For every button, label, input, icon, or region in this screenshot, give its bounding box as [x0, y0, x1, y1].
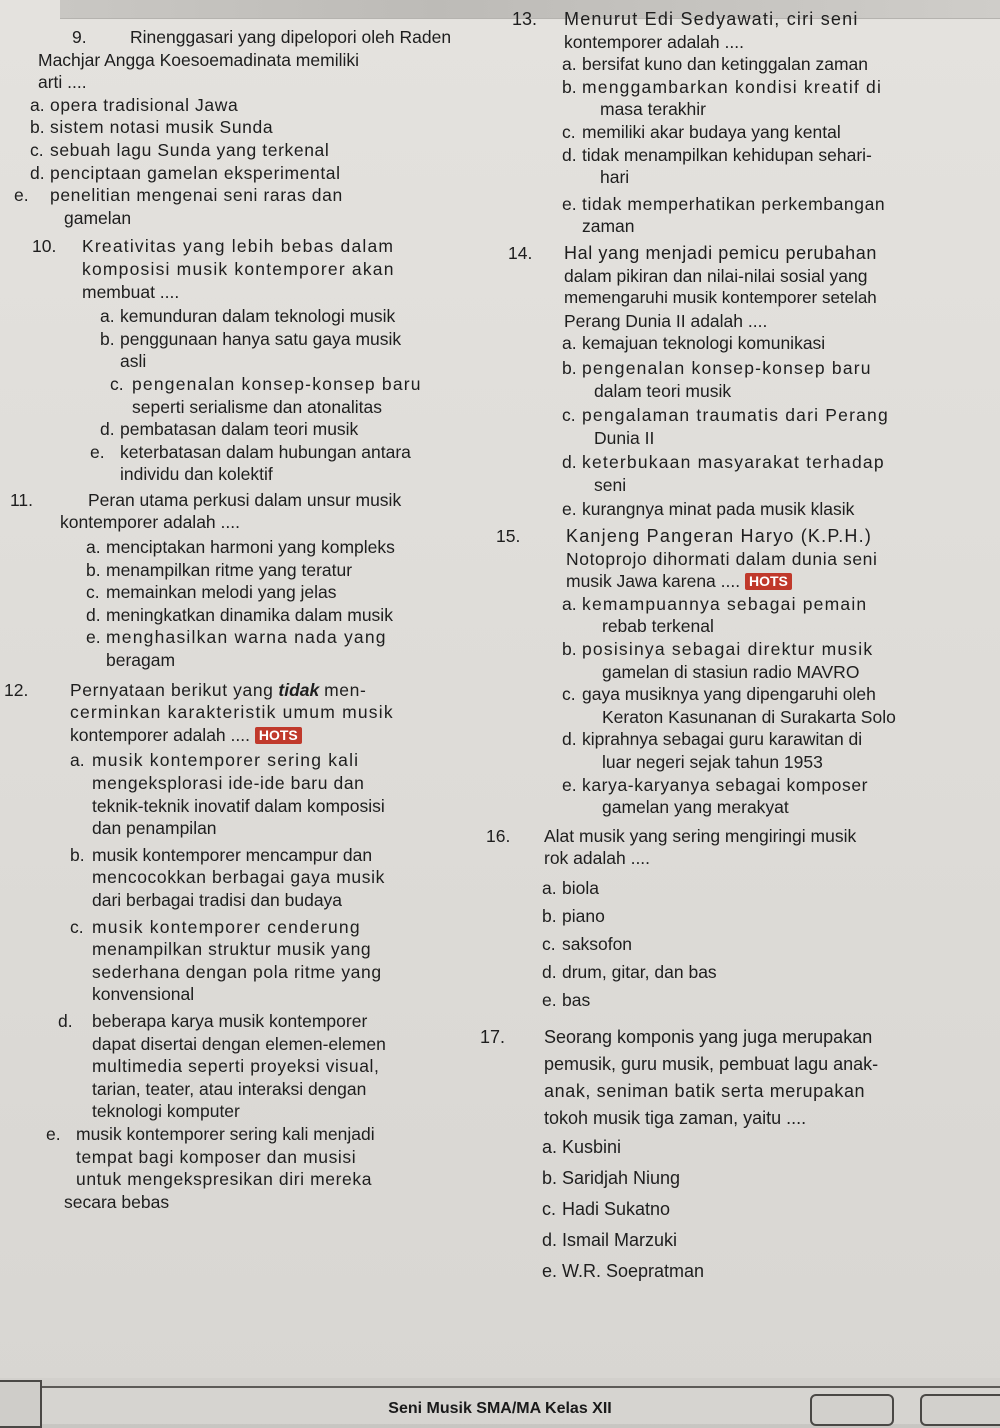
question-number: 12.	[4, 679, 29, 700]
stem-line: Hal yang menjadi pemicu perubahan	[564, 242, 877, 263]
question-stem	[480, 1024, 988, 1132]
option-label: d.	[58, 1010, 73, 1031]
option-text: musik kontemporer cenderung	[92, 916, 361, 937]
option-label: a.	[30, 94, 45, 115]
question-9	[10, 26, 480, 229]
option-list	[512, 53, 988, 238]
option-label: b.	[70, 844, 85, 865]
option-list	[14, 94, 480, 230]
option-e[interactable]	[562, 774, 988, 819]
option-b[interactable]	[562, 76, 988, 121]
question-stem	[508, 242, 988, 332]
option-b[interactable]	[100, 328, 480, 373]
option-label: b.	[562, 76, 577, 97]
stem-line: Machjar Angga Koesoemadinata memiliki	[38, 49, 359, 70]
option-text: teknologi komputer	[92, 1101, 240, 1122]
option-text: kurangnya minat pada musik klasik	[582, 499, 855, 520]
hots-badge: HOTS	[745, 573, 792, 590]
option-text: musik kontemporer sering kali menjadi	[76, 1123, 375, 1144]
option-text: dan penampilan	[92, 818, 217, 839]
option-b[interactable]	[30, 116, 480, 139]
option-a[interactable]	[542, 1132, 988, 1163]
option-text: musik kontemporer mencampur dan	[92, 844, 373, 865]
option-label: a.	[70, 750, 85, 771]
option-label: c.	[542, 933, 556, 954]
option-b[interactable]	[70, 844, 480, 912]
option-e[interactable]	[10, 1123, 480, 1213]
question-13	[512, 8, 988, 238]
stem-line: tokoh musik tiga zaman, yaitu ....	[544, 1107, 807, 1128]
option-text: bas	[562, 989, 591, 1010]
option-a[interactable]	[562, 53, 988, 76]
option-d[interactable]	[30, 162, 480, 185]
option-d[interactable]	[562, 451, 988, 496]
option-text: sistem notasi musik Sunda	[50, 117, 274, 138]
stem-line: cerminkan karakteristik umum musik	[70, 702, 394, 723]
option-text: pengenalan konsep-konsep baru	[582, 357, 872, 378]
stem-line: Kreativitas yang lebih bebas dalam	[82, 236, 395, 257]
left-column	[4, 26, 480, 1213]
option-text: kemunduran dalam teknologi musik	[120, 306, 396, 327]
stem-line: anak, seniman batik serta merupakan	[544, 1080, 866, 1101]
option-label: d.	[30, 162, 45, 183]
option-text: mengeksplorasi ide-ide baru dan	[92, 773, 365, 793]
option-label: b.	[562, 639, 577, 660]
question-stem	[496, 525, 988, 593]
option-text: keterbukaan masyarakat terhadap	[582, 452, 885, 473]
option-d[interactable]	[44, 1010, 480, 1123]
question-number: 10.	[32, 236, 57, 257]
option-label: e.	[86, 627, 101, 648]
stem-line: kontemporer adalah ....	[564, 31, 744, 52]
option-text: rebab terkenal	[602, 616, 714, 637]
option-label: c.	[562, 684, 576, 705]
option-text: Kusbini	[562, 1136, 622, 1157]
option-text: gaya musiknya yang dipengaruhi oleh	[582, 684, 876, 705]
option-label: b.	[100, 328, 115, 349]
stem-line: rok adalah ....	[544, 848, 651, 869]
option-text: menciptakan harmoni yang kompleks	[106, 537, 395, 558]
question-stem	[10, 235, 480, 303]
option-label: c.	[86, 582, 100, 603]
option-text: penelitian mengenai seni raras dan	[50, 185, 343, 206]
option-label: a.	[86, 537, 101, 558]
option-text: Dunia II	[594, 427, 655, 448]
option-label: d.	[562, 729, 577, 750]
option-label: d.	[562, 452, 577, 473]
option-label: a.	[100, 306, 115, 327]
option-d[interactable]	[562, 728, 988, 773]
stem-line: Peran utama perkusi dalam unsur musik	[88, 489, 402, 510]
book-title: Seni Musik SMA/MA Kelas XII	[388, 1400, 612, 1417]
option-label: d.	[542, 1229, 558, 1250]
option-label: d.	[562, 144, 577, 165]
option-a[interactable]	[70, 749, 480, 839]
option-text: dari berbagai tradisi dan budaya	[92, 889, 343, 910]
option-text: kemajuan teknologi komunikasi	[582, 333, 826, 354]
stem-line: membuat ....	[82, 281, 180, 302]
stem-line: Menurut Edi Sedyawati, ciri seni	[564, 9, 859, 29]
option-text: secara bebas	[64, 1191, 170, 1212]
question-10	[10, 235, 480, 486]
option-label: e.	[562, 499, 577, 520]
option-text: tidak memperhatikan perkembangan	[582, 193, 886, 214]
option-text: sebuah lagu Sunda yang terkenal	[50, 139, 330, 160]
option-label: d.	[542, 961, 557, 982]
option-text: pembatasan dalam teori musik	[120, 419, 359, 440]
option-label: a.	[562, 593, 577, 614]
question-number: 16.	[486, 825, 511, 846]
option-a[interactable]	[86, 536, 480, 559]
question-stem	[512, 8, 988, 53]
option-e[interactable]	[90, 441, 480, 486]
stem-line: men-	[324, 679, 367, 700]
option-text: Ismail Marzuki	[562, 1229, 678, 1250]
option-c[interactable]	[562, 404, 988, 449]
stem-line: pemusik, guru musik, pembuat lagu anak-	[544, 1053, 879, 1074]
option-b[interactable]	[542, 902, 988, 930]
option-list	[10, 749, 480, 1213]
option-text: dalam teori musik	[594, 380, 732, 401]
question-stem	[38, 26, 480, 94]
stem-line: memengaruhi musik kontemporer setelah	[564, 288, 877, 308]
option-c[interactable]	[562, 121, 988, 144]
option-a[interactable]	[562, 332, 988, 355]
option-text: W.R. Soepratman	[562, 1260, 705, 1281]
option-label: a.	[562, 333, 577, 354]
option-label: a.	[562, 54, 577, 75]
option-label: c.	[70, 916, 84, 937]
question-14	[508, 242, 988, 521]
stem-emphasis: tidak	[278, 679, 320, 700]
question-stem	[4, 679, 480, 747]
stem-line: Pernyataan berikut yang	[70, 679, 274, 700]
option-text: kiprahnya sebagai guru karawitan di	[582, 729, 863, 750]
stem-line: arti ....	[38, 72, 87, 93]
page-footer	[0, 1378, 1000, 1428]
option-text: drum, gitar, dan bas	[562, 961, 717, 982]
option-e[interactable]	[14, 184, 480, 229]
option-label: e.	[562, 193, 577, 214]
option-label: e.	[542, 989, 557, 1010]
option-text: beragam	[106, 650, 176, 671]
option-a[interactable]	[30, 94, 480, 117]
stem-line: komposisi musik kontemporer akan	[82, 258, 395, 279]
option-label: e.	[542, 1260, 558, 1281]
stem-line	[70, 724, 480, 747]
option-e[interactable]	[562, 193, 988, 238]
option-list	[10, 305, 480, 486]
hots-badge: HOTS	[255, 727, 302, 744]
stem-line: Rinenggasari yang dipelopori oleh Raden	[130, 27, 452, 47]
option-text: kemampuannya sebagai pemain	[582, 593, 868, 614]
option-text: pengenalan konsep-konsep baru	[132, 373, 422, 394]
option-b[interactable]	[542, 1163, 988, 1194]
option-text: bersifat kuno dan ketinggalan zaman	[582, 54, 869, 75]
option-text: saksofon	[562, 933, 633, 954]
option-c[interactable]	[562, 683, 988, 728]
option-list	[480, 1132, 988, 1287]
option-label: b.	[86, 559, 101, 580]
option-a[interactable]	[562, 593, 988, 638]
option-label: d.	[100, 419, 115, 440]
question-stem	[486, 825, 988, 870]
question-number: 15.	[496, 526, 521, 547]
option-text: konvensional	[92, 984, 195, 1005]
option-text: biola	[562, 877, 599, 898]
option-label: c.	[110, 373, 124, 394]
question-12	[4, 679, 480, 1214]
stem-text: kontemporer adalah ....	[70, 724, 250, 745]
question-number: 14.	[508, 242, 533, 263]
option-d[interactable]	[100, 418, 480, 441]
question-number: 9.	[72, 27, 87, 47]
option-label: a.	[542, 877, 557, 898]
option-c[interactable]	[542, 930, 988, 958]
option-text: masa terakhir	[600, 99, 707, 120]
option-c[interactable]	[70, 916, 480, 1006]
option-label: c.	[562, 121, 576, 142]
option-label: c.	[542, 1198, 557, 1219]
option-c[interactable]	[110, 373, 480, 418]
option-text: seperti serialisme dan atonalitas	[132, 396, 382, 417]
option-text: memiliki akar budaya yang kental	[582, 121, 841, 142]
right-column	[480, 8, 988, 1287]
question-17	[480, 1024, 988, 1287]
option-text: penciptaan gamelan eksperimental	[50, 162, 341, 183]
option-text: tarian, teater, atau interaksi dengan	[92, 1078, 367, 1099]
option-label: b.	[542, 905, 557, 926]
option-label: d.	[86, 604, 101, 625]
question-stem	[10, 489, 480, 534]
option-list	[486, 874, 988, 1014]
option-e[interactable]	[86, 626, 480, 671]
option-label: c.	[562, 405, 576, 426]
option-c[interactable]	[86, 581, 480, 604]
option-text: keterbatasan dalam hubungan antara	[120, 441, 411, 462]
option-label: b.	[30, 117, 45, 138]
question-number: 11.	[10, 489, 34, 510]
option-label: e.	[562, 774, 577, 795]
option-text: dapat disertai dengan elemen-elemen	[92, 1033, 386, 1054]
option-text: Hadi Sukatno	[562, 1198, 671, 1219]
stem-line: Alat musik yang sering mengiringi musik	[544, 825, 857, 846]
option-b[interactable]	[562, 357, 988, 402]
option-text: karya-karyanya sebagai komposer	[582, 774, 869, 795]
stem-text: musik Jawa karena ....	[566, 571, 741, 592]
option-label: b.	[542, 1167, 558, 1188]
option-c[interactable]	[30, 139, 480, 162]
option-text: meningkatkan dinamika dalam musik	[106, 604, 393, 625]
stem-line: Kanjeng Pangeran Haryo (K.P.H.)	[566, 526, 873, 547]
option-list	[496, 593, 988, 819]
option-label: e.	[90, 441, 105, 462]
option-a[interactable]	[100, 305, 480, 328]
question-16	[486, 825, 988, 1014]
option-text: luar negeri sejak tahun 1953	[602, 752, 823, 772]
stem-line	[566, 570, 988, 593]
option-label: e.	[46, 1123, 61, 1144]
option-text: teknik-teknik inovatif dalam komposisi	[92, 795, 385, 816]
option-e[interactable]	[542, 986, 988, 1014]
option-text: mencocokkan berbagai gaya musik	[92, 867, 385, 888]
stem-line: dalam pikiran dan nilai-nilai sosial yang	[564, 265, 868, 286]
option-text: beberapa karya musik kontemporer	[92, 1010, 368, 1031]
option-label: b.	[562, 357, 577, 378]
option-list	[10, 536, 480, 672]
option-text: menggambarkan kondisi kreatif di	[582, 76, 883, 97]
option-text: pengalaman traumatis dari Perang	[582, 405, 889, 426]
option-a[interactable]	[542, 874, 988, 902]
option-c[interactable]	[542, 1194, 988, 1225]
option-text: tidak menampilkan kehidupan sehari-	[582, 144, 872, 165]
option-label: c.	[30, 139, 44, 160]
option-text: Saridjah Niung	[562, 1167, 681, 1188]
option-text: individu dan kolektif	[120, 464, 273, 485]
option-e[interactable]	[562, 498, 988, 521]
option-text: menampilkan ritme yang teratur	[106, 559, 353, 580]
option-d[interactable]	[86, 604, 480, 627]
option-text: gamelan di stasiun radio MAVRO	[602, 661, 860, 682]
option-text: penggunaan hanya satu gaya musik	[120, 328, 402, 349]
option-text: asli	[120, 351, 147, 372]
stem-line: kontemporer adalah ....	[60, 512, 240, 533]
question-11	[10, 489, 480, 672]
option-text: posisinya sebagai direktur musik	[582, 639, 874, 660]
option-label: e.	[14, 185, 29, 206]
stem-line: Perang Dunia II adalah ....	[564, 310, 768, 331]
stem-line: Seorang komponis yang juga merupakan	[544, 1026, 873, 1047]
option-text: multimedia seperti proyeksi visual,	[92, 1056, 380, 1077]
option-text: gamelan yang merakyat	[602, 797, 789, 818]
option-text: hari	[600, 167, 630, 188]
option-b[interactable]	[86, 559, 480, 582]
option-label: a.	[542, 1136, 558, 1157]
option-text: opera tradisional Jawa	[50, 94, 239, 115]
option-text: gamelan	[64, 207, 132, 228]
question-number: 17.	[480, 1026, 506, 1047]
option-b[interactable]	[562, 638, 988, 683]
option-d[interactable]	[562, 144, 988, 189]
option-text: tempat bagi komposer dan musisi	[76, 1146, 357, 1167]
option-text: menghasilkan warna nada yang	[106, 627, 387, 648]
option-e[interactable]	[542, 1256, 988, 1287]
option-text: musik kontemporer sering kali	[92, 750, 360, 771]
option-text: piano	[562, 905, 605, 926]
option-d[interactable]	[542, 1225, 988, 1256]
option-text: sederhana dengan pola ritme yang	[92, 961, 382, 982]
question-15	[496, 525, 988, 819]
option-text: Keraton Kasunanan di Surakarta Solo	[602, 706, 896, 727]
stem-line: Notoprojo dihormati dalam dunia seni	[566, 548, 878, 569]
option-text: menampilkan struktur musik yang	[92, 939, 372, 960]
question-number: 13.	[512, 9, 538, 29]
option-text: memainkan melodi yang jelas	[106, 582, 337, 603]
option-text: zaman	[582, 216, 635, 237]
option-text: untuk mengekspresikan diri mereka	[76, 1169, 373, 1190]
option-list	[508, 332, 988, 521]
option-text: seni	[594, 474, 627, 495]
option-d[interactable]	[542, 958, 988, 986]
